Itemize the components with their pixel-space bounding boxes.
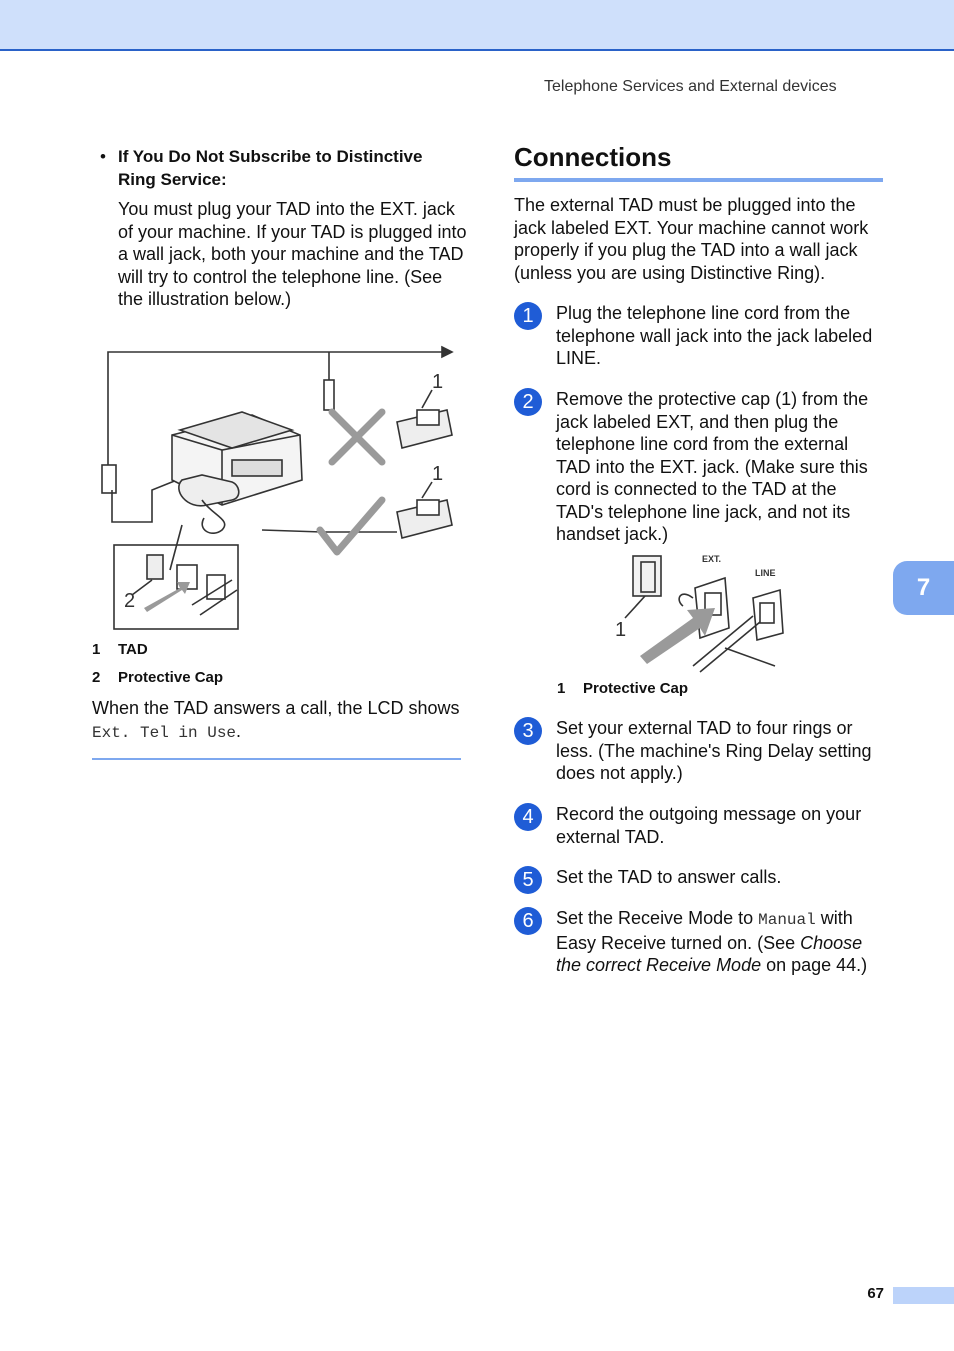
step-text-part: with Easy Receive turned on. (See [556,908,853,953]
lcd-text-end: . [236,720,242,741]
step-2 [514,388,884,546]
section-divider [92,758,461,760]
step-number-badge: 6 [514,907,542,935]
line-jack-label: LINE [755,568,776,578]
step-text: Plug the telephone line cord from the telephone wall jack into the jack labeled LINE. [556,303,873,368]
running-head: Telephone Services and External devices [544,78,837,95]
callout-1-bottom: 1 [432,463,444,485]
step-text: Set the TAD to answer calls. [556,867,782,887]
protective-cap-illustration [605,548,790,673]
step-5 [514,866,884,889]
step-number-badge: 1 [514,302,542,330]
step-text: Record the outgoing message on your external TAD. [556,804,862,847]
tad-wiring-illustration [92,340,462,635]
footer-band [893,1287,954,1304]
step-number-badge: 4 [514,803,542,831]
legend-label: TAD [118,641,148,658]
heading-rule [514,178,883,182]
left-paragraph: You must plug your TAD into the EXT. jack of your machine. If your TAD is plugged into a wall jack, both your machine and the TAD will try to control the telephone line. (See the illustration below.) [118,199,467,309]
ext-jack-label: EXT. [702,554,722,564]
page-number: 67 [867,1285,884,1302]
callout-1-top: 1 [432,371,444,393]
legend-number: 2 [92,669,101,686]
chapter-tab: 7 [893,561,954,615]
callout-2: 2 [124,590,136,612]
step-text [556,907,884,977]
step-3 [514,717,884,785]
step-1 [514,302,884,370]
header-band [0,0,954,51]
lcd-paragraph [92,697,462,744]
lcd-code: Ext. Tel in Use [92,723,237,742]
step-4 [514,803,884,848]
step-number-badge: 2 [514,388,542,416]
step-number-badge: 3 [514,717,542,745]
legend-number: 1 [92,641,101,658]
step-text-part: Set the Receive Mode to [556,908,759,928]
step-text: Remove the protective cap (1) from the jack labeled EXT, and then plug the telephone line cord from the external TAD into the EXT. jack. (Make sure this cord is connected to the TAD at the TAD's telephone line jack, and not its handset jack.) [556,389,869,544]
legend-item-protective-cap [92,669,223,686]
bullet-marker: • [100,147,106,166]
lcd-text: When the TAD answers a call, the LCD shows [92,698,460,718]
legend-number: 1 [557,680,566,697]
legend-item-tad [92,641,148,658]
step-text: Set your external TAD to four rings or less. (The machine's Ring Delay setting does not apply.) [556,718,872,783]
legend-label: Protective Cap [118,669,224,686]
receive-mode-code: Manual [758,911,816,929]
callout-1: 1 [615,619,627,641]
bullet-heading: If You Do Not Subscribe to Distinctive Ring Service: [118,147,423,189]
legend-item-protective-cap-right [557,680,688,697]
step-text-part: on page 44.) [761,955,868,975]
intro-paragraph: The external TAD must be plugged into the jack labeled EXT. Your machine cannot work properly if you plug the TAD into a wall jack (unless you are using Distinctive Ring). [514,195,869,283]
section-heading: Connections [514,142,672,172]
cross-reference: Choose the correct Receive Mode [556,932,863,975]
step-number-badge: 5 [514,866,542,894]
step-6 [514,907,884,977]
legend-label: Protective Cap [583,680,689,697]
